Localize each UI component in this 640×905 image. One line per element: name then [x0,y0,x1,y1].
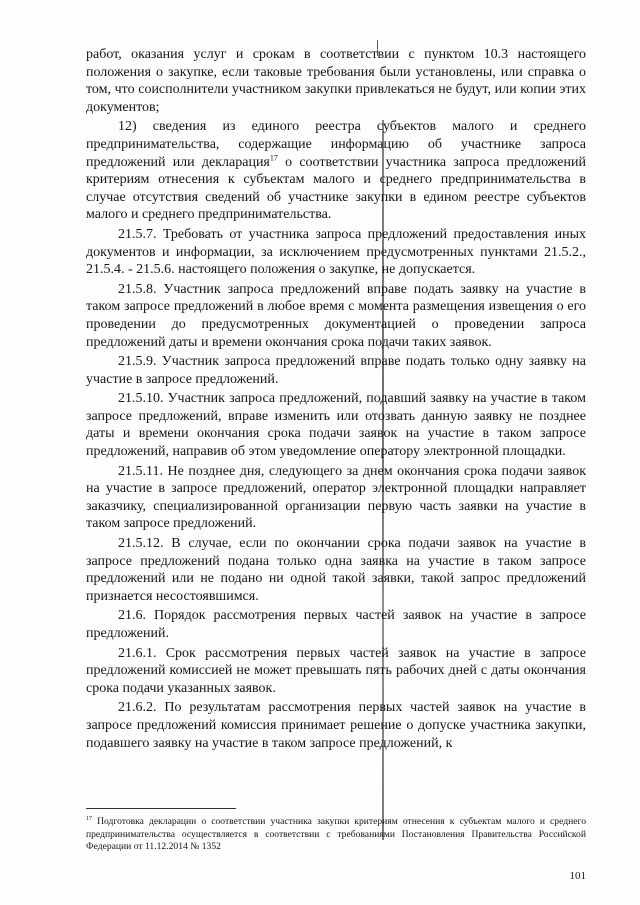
paragraph-21-6-2: 21.6.2. По результатам рассмотрения первых частей заявок на участие в запросе предложений комиссия принимает решение о допуске участника закупки, подавшего заявку на участие в таком запросе предложений, к [86,700,586,751]
paragraph-21-5-12: 21.5.12. В случае, если по окончании срока подачи заявок на участие в запросе предложений подана только одна заявка на участие в таком запросе предложений или не подано ни одной такой заявки, такой запрос предложений признается несостоявшимся. [86,536,586,604]
footnote [86,813,586,853]
footnote-divider [86,808,236,809]
paragraph-21-5-11: 21.5.11. Не позднее дня, следующего за днем окончания срока подачи заявок на участие в запросе предложений, оператор электронной площадки направляет заказчику, специализированной организации первую часть заявки на участие в таком запросе предложений. [86,463,586,532]
paragraph-text: 12) сведения из единого реестра субъектов малого и среднего предпринимательства, содержащие информацию об участнике запроса предложений или декларация [86,119,586,170]
paragraph-21-5-9: 21.5.9. Участник запроса предложений вправе подать только одну заявку на участие в запросе предложений. [86,354,586,387]
footnote-marker: 17 [86,816,92,822]
paragraph: работ, оказания услуг и срокам в соответствии с пунктом 10.3 настоящего положения о закупке, если таковые требования были установлены, или справка о том, что соисполнители участником закупки привлекаться не будут, или копии этих документов; [86,47,586,115]
section-heading-21-6: 21.6. Порядок рассмотрения первых частей заявок на участие в запросе предложений. [86,608,586,641]
page-number: 101 [569,870,586,882]
body-text [86,46,586,754]
paragraph-item-12 [86,118,586,224]
footnote-text: Подготовка декларации о соответствии участника закупки критериям отнесения к субъектам малого и среднего предпринимательства осуществляется в соответствии с требованиями Постановления Правительства Российской Федерации от 11.12.2014 № 1352 [86,816,586,852]
paragraph-text-continued: о соответствии участника запроса предложений критериям отнесения к субъектам малого и среднего предпринимательства в случае отсутствия сведений об участнике закупки в едином реестре субъектов малого и среднего предпринимательства. [86,154,586,223]
paragraph-21-5-10: 21.5.10. Участник запроса предложений, подавший заявку на участие в таком запросе предложений, вправе изменить или отозвать данную заявку не позднее даты и времени окончания срока подачи заявок на участие в таком запросе предложений, направив об этом уведомление оператору электронной площадки. [86,391,586,460]
paragraph-21-5-7: 21.5.7. Требовать от участника запроса предложений предоставления иных документов и информации, за исключением предусмотренных пунктами 21.5.2., 21.5.4. - 21.5.6. настоящего положения о закупке, не допускается. [86,226,586,278]
paragraph-21-6-1: 21.6.1. Срок рассмотрения первых частей заявок на участие в запросе предложений комиссией не может превышать пять рабочих дней с даты окончания срока подачи указанных заявок. [86,645,586,696]
footnote-reference[interactable]: 17 [269,152,278,162]
paragraph-21-5-8: 21.5.8. Участник запроса предложений вправе подать заявку на участие в таком запросе предложений в любое время с момента размещения извещения о его проведении до предусмотренных документацией о проведении запроса предложений даты и времени окончания срока подачи таких заявок. [86,281,586,350]
